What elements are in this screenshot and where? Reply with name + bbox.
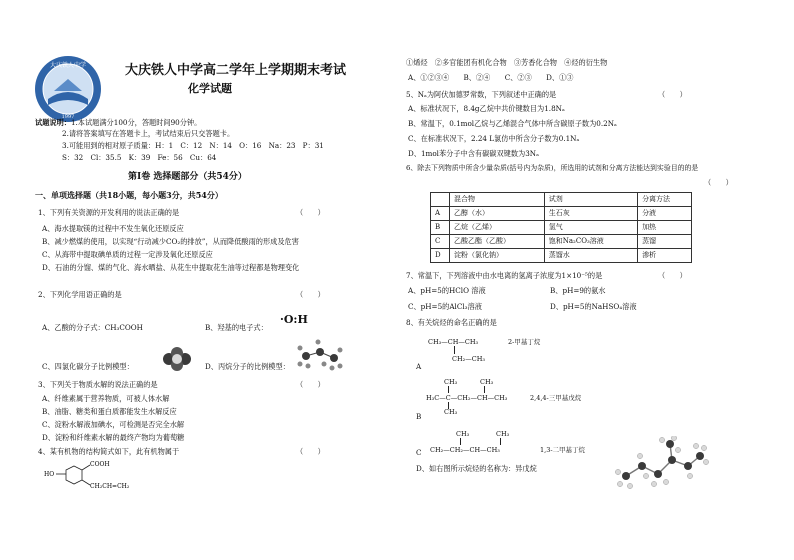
q7-option-a: A、pH=5的HClO 溶液 [408, 286, 486, 295]
q8-b-bond1 [448, 386, 449, 393]
q1-answer-paren: （ ） [296, 208, 325, 217]
table-header-cell [431, 193, 450, 207]
q7-stem: 7、常温下，下列溶液中由水电离的氢离子浓度为1×10⁻⁵的是 [406, 271, 603, 280]
q4-structure-diagram [44, 458, 154, 492]
hydroxyl-electron-formula: ·O:H [280, 313, 308, 326]
q6-answer-paren: （ ） [704, 178, 733, 187]
q4-allyl-label: CH₂CH=CH₂ [90, 483, 130, 490]
q7-option-b: B、pH=9的氨水 [550, 286, 606, 295]
q4-ho-label: HO [44, 471, 55, 478]
table-row [431, 235, 692, 249]
table-header-cell: 分离方法 [638, 193, 692, 207]
q4-cooh-label: COOH [90, 461, 110, 468]
table-row [431, 207, 692, 221]
note-4: S：32 Cl：35.5 K：39 Fe：56 Cu：64 [62, 153, 217, 162]
q2-option-b: B、羟基的电子式： [205, 323, 268, 332]
q8-c-ch3-top1: CH₃ [456, 430, 470, 438]
q2-option-a: A、乙酸的分子式：CH₃COOH [42, 323, 143, 332]
q8-c-letter: C [416, 448, 422, 457]
logo-year: 1997 [61, 114, 75, 120]
q8-c-bond2 [500, 438, 501, 445]
table-cell: 生石灰 [544, 207, 637, 221]
q1-option-c: C、从海带中提取碘单质的过程一定涉及氧化还原反应 [42, 250, 213, 259]
q8-stem: 8、有关烷烃的命名正确的是 [406, 318, 497, 327]
table-cell: B [431, 221, 450, 235]
q5-option-c: C、在标准状况下，2.24 L氯仿中所含分子数为0.1Nₐ [408, 134, 580, 143]
table-cell: 乙醇（水） [450, 207, 545, 221]
q2-answer-paren: （ ） [296, 290, 325, 299]
q1-option-b: B、减少燃煤的使用，以实现“行动减少CO₂的排放”，从而降低酸雨的形成及危害 [42, 237, 299, 246]
q6-stem: 6、除去下列物质中所含少量杂质(括号内为杂质)，所选用的试剂和分离方法能达到实验目的的是 [406, 164, 699, 172]
q5-stem: 5、Nₐ为阿伏加德罗常数，下列叙述中正确的是 [406, 90, 557, 99]
table-row [431, 249, 692, 263]
exam-subtitle: 化学试题 [188, 82, 232, 95]
q8-b-ch3-top2: CH₃ [480, 378, 494, 386]
q8-b-formula-main: H₃C—C—CH₂—CH—CH₃ [426, 394, 508, 402]
q5-option-a: A、标准状况下，8.4g乙烷中共价键数目为1.8Nₐ [408, 104, 565, 113]
q4-stem: 4、某有机物的结构简式如下，此有机物属于 [38, 447, 180, 456]
q8-a-bond [454, 346, 455, 354]
q2-option-d: D、丙烷分子的比例模型： [205, 362, 290, 371]
q8-a-name: 2-甲基丁烷 [508, 338, 541, 346]
separation-table [430, 192, 692, 263]
table-row [431, 221, 692, 235]
notes-label: 试题说明： [35, 118, 71, 127]
q8-b-name: 2,4,4-三甲基戊烷 [530, 394, 582, 402]
table-cell: 氢气 [544, 221, 637, 235]
table-cell: 分液 [638, 207, 692, 221]
table-cell: A [431, 207, 450, 221]
q3-option-a: A、纤维素属于营养物质，可被人体水解 [42, 394, 170, 403]
q8-a-formula-main: CH₃—CH—CH₃ [428, 338, 479, 346]
q3-option-c: C、淀粉水解液加碘水，可检测是否完全水解 [42, 420, 185, 429]
q8-b-ch3-bottom: CH₃ [444, 408, 458, 416]
q8-b-letter: B [416, 412, 422, 421]
q4-option-list: ①烯烃 ②多官能团有机化合物 ③芳香化合物 ④烃的衍生物 [406, 58, 608, 67]
q5-option-b: B、常温下，0.1mol乙烷与乙烯混合气体中所含碳原子数为0.2Nₐ [408, 119, 617, 128]
table-header-row [431, 193, 692, 207]
propane-model-icon [296, 338, 344, 372]
table-cell: 乙酸乙酯（乙酸） [450, 235, 545, 249]
table-cell: 加热 [638, 221, 692, 235]
q1-option-d: D、石油的分馏、煤的气化、海水晒盐、从花生中提取花生油等过程都是物理变化 [42, 263, 300, 272]
q7-answer-paren: （ ） [658, 271, 687, 280]
exam-title: 大庆铁人中学高二学年上学期期末考试 [125, 63, 347, 78]
q8-c-ch3-top2: CH₃ [496, 430, 510, 438]
table-cell: 渗析 [638, 249, 692, 263]
part-heading: 第Ⅰ卷 选择题部分（共54分） [128, 172, 247, 182]
table-cell: 乙烷（乙烯） [450, 221, 545, 235]
notes-block [35, 118, 201, 127]
q1-stem: 1、下列有关资源的开发利用的说法正确的是 [38, 208, 180, 217]
q1-option-a: A、海水提取镁的过程中不发生氧化还原反应 [42, 224, 184, 233]
note-1: 1.本试题满分100分，答题时间90分钟。 [70, 118, 202, 127]
q8-c-name: 1,3-二甲基丁烷 [540, 446, 586, 454]
q8-option-d: D、如右图所示烷烃的名称为：异戊烷 [416, 464, 537, 473]
q7-option-d: D、pH=5的NaHSO₄溶液 [550, 302, 637, 311]
q7-option-c: C、pH=5的AlCl₃溶液 [408, 302, 482, 311]
ccl4-model-icon [162, 346, 192, 372]
q8-b-bond2 [484, 386, 485, 393]
q2-option-c: C、四氯化碳分子比例模型： [42, 362, 134, 371]
table-cell: C [431, 235, 450, 249]
q3-option-b: B、油脂、糖类和蛋白质都能发生水解反应 [42, 407, 177, 416]
q8-a-formula-branch: CH₂—CH₃ [452, 355, 485, 363]
table-cell: 蒸馏水 [544, 249, 637, 263]
table-cell: 淀粉（氯化钠） [450, 249, 545, 263]
q2-stem: 2、下列化学用语正确的是 [38, 290, 122, 299]
q8-c-bond1 [460, 438, 461, 445]
note-3: 3.可能用到的相对原子质量：H：1 C：12 N：14 O：16 Na：23 P：31 [62, 141, 324, 150]
school-logo [34, 55, 102, 123]
q3-answer-paren: （ ） [296, 380, 325, 389]
q3-stem: 3、下列关于物质水解的说法正确的是 [38, 380, 158, 389]
q5-option-d: D、1mol苯分子中含有碳碳双键数为3Nₐ [408, 149, 539, 158]
q5-answer-paren: （ ） [658, 90, 687, 99]
section-heading: 一、单项选择题（共18小题，每小题3分，共54分） [35, 190, 223, 200]
alkane-ball-stick-model-icon [612, 436, 712, 494]
note-2: 2.请将答案填写在答题卡上，考试结束后只交答题卡。 [62, 129, 235, 138]
table-cell: D [431, 249, 450, 263]
table-cell: 蒸馏 [638, 235, 692, 249]
q3-option-d: D、淀粉和纤维素水解的最终产物均为葡萄糖 [42, 433, 185, 442]
q4-answer-paren: （ ） [296, 447, 325, 456]
logo-ring-text: 大庆铁人中学 [49, 62, 87, 69]
q8-a-letter: A [416, 362, 422, 371]
table-cell: 饱和Na₂CO₃溶液 [544, 235, 637, 249]
q8-c-formula-main: CH₂—CH₂—CH—CH₃ [430, 446, 500, 454]
table-header-cell: 混合物 [450, 193, 545, 207]
table-header-cell: 试剂 [544, 193, 637, 207]
right-column [400, 0, 794, 560]
q4-answers: A、①②③④ B、②④ C、②③ D、①③ [408, 73, 574, 82]
q8-b-ch3-top1: CH₃ [444, 378, 458, 386]
